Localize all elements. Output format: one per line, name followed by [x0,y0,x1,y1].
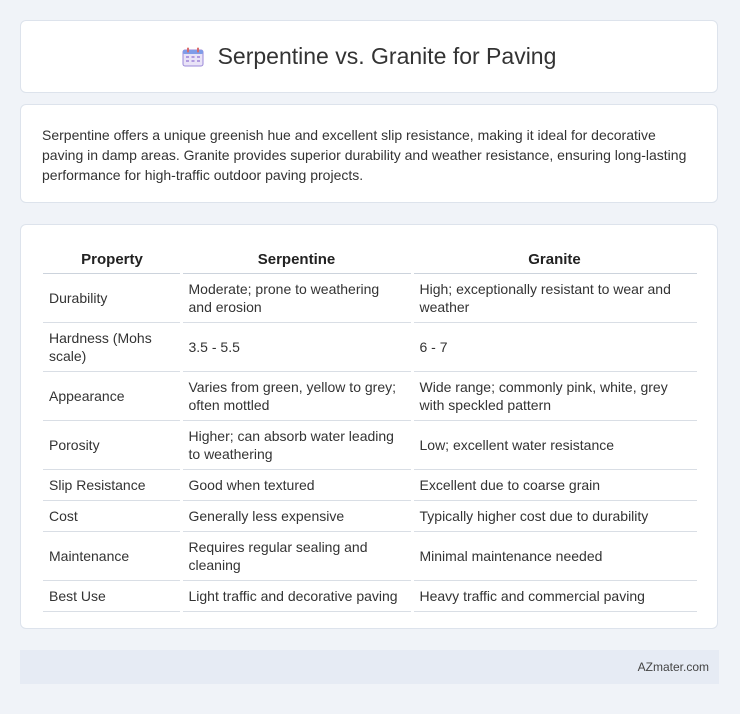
table-row [43,274,697,323]
column-header: Serpentine [181,245,412,274]
table-cell: Wide range; commonly pink, white, grey with speckled pattern [412,372,697,421]
table-cell: Slip Resistance [43,470,181,501]
intro-text: Serpentine offers a unique greenish hue and excellent slip resistance, making it ideal for decorative paving in damp areas. Granite provides superior durability and weather resistance, ensuring long-lasting performance for high-traffic outdoor paving projects. [42,127,687,183]
table-cell: Varies from green, yellow to grey; often mottled [181,372,412,421]
table-row [43,372,697,421]
footer-brand: AZmater.com [637,660,709,674]
table-cell: Appearance [43,372,181,421]
column-header: Granite [412,245,697,274]
table-row [43,323,697,372]
table-cell: Requires regular sealing and cleaning [181,532,412,581]
table-row [43,532,697,581]
table-row [43,421,697,470]
table-cell: Generally less expensive [181,501,412,532]
table-row [43,470,697,501]
table-cell: Good when textured [181,470,412,501]
footer-bar [20,650,719,684]
table-cell: Hardness (Mohs scale) [43,323,181,372]
table-cell: Maintenance [43,532,181,581]
table-cell: 6 - 7 [412,323,697,372]
comparison-table [43,245,697,612]
table-row [43,501,697,532]
table-cell: Durability [43,274,181,323]
comparison-card [20,224,718,629]
table-cell: 3.5 - 5.5 [181,323,412,372]
header-card [20,20,718,93]
table-cell: High; exceptionally resistant to wear and weather [412,274,697,323]
table-cell: Moderate; prone to weathering and erosion [181,274,412,323]
table-cell: Excellent due to coarse grain [412,470,697,501]
table-cell: Cost [43,501,181,532]
table-cell: Porosity [43,421,181,470]
table-cell: Minimal maintenance needed [412,532,697,581]
table-row [43,581,697,612]
table-cell: Typically higher cost due to durability [412,501,697,532]
table-cell: Heavy traffic and commercial paving [412,581,697,612]
column-header: Property [43,245,181,274]
table-cell: Higher; can absorb water leading to weathering [181,421,412,470]
page-title: Serpentine vs. Granite for Paving [217,43,557,69]
table-cell: Best Use [43,581,181,612]
table-cell: Low; excellent water resistance [412,421,697,470]
table-header-row [43,245,697,274]
table-cell: Light traffic and decorative paving [181,581,412,612]
calendar-icon [182,47,204,67]
intro-card [20,104,718,203]
